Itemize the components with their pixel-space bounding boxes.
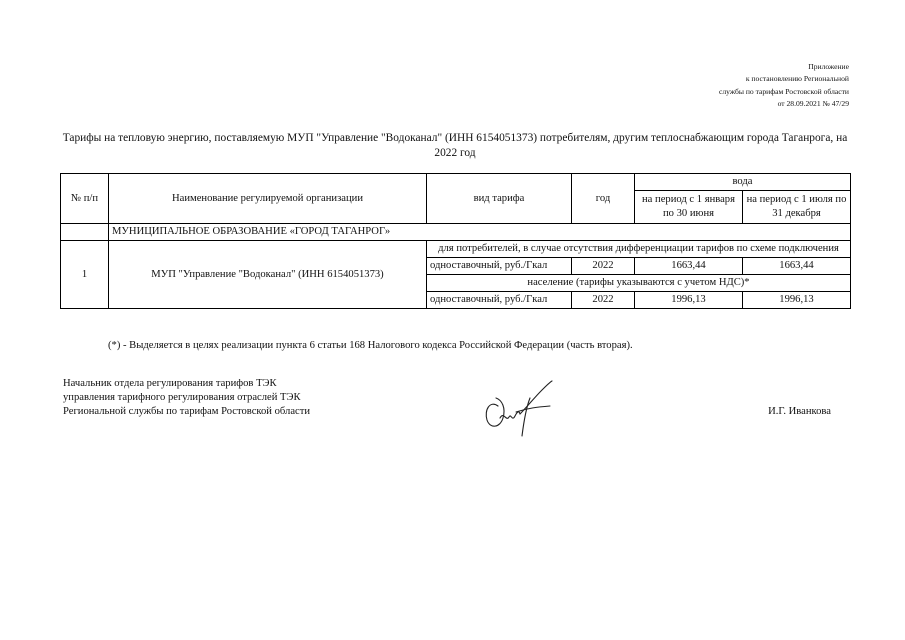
header-period-1: на период с 1 января по 30 июня bbox=[635, 191, 743, 224]
year-cell: 2022 bbox=[572, 258, 635, 275]
period-1-value: 1996,13 bbox=[635, 292, 743, 309]
position-line-1: Начальник отдела регулирования тарифов ТЭК bbox=[63, 378, 277, 389]
period-2-value: 1996,13 bbox=[743, 292, 851, 309]
appendix-line-2: к постановлению Региональной bbox=[745, 74, 849, 84]
signer-name: И.Г. Иванкова bbox=[768, 406, 831, 417]
row-number: 1 bbox=[61, 241, 109, 309]
signer-position bbox=[63, 377, 310, 419]
table-row bbox=[61, 241, 851, 258]
appendix-line-1: Приложение bbox=[808, 62, 849, 71]
title-line-1: Тарифы на тепловую энергию, поставляемую МУП "Управление "Водоканал" (ИНН 6154051373) потребителям, другим теплоснабжающим города Таганрога, на bbox=[62, 132, 848, 144]
period-2-value: 1663,44 bbox=[743, 258, 851, 275]
period-1-value: 1663,44 bbox=[635, 258, 743, 275]
handwritten-signature bbox=[478, 378, 568, 438]
header-num: № п/п bbox=[61, 174, 109, 224]
title-line-2: 2022 год bbox=[434, 146, 476, 159]
year-cell: 2022 bbox=[572, 292, 635, 309]
document-title bbox=[60, 131, 850, 160]
table-header-row bbox=[61, 174, 851, 191]
org-name-cell: МУП "Управление "Водоканал" (ИНН 6154051373) bbox=[109, 241, 427, 309]
header-period-2: на период с 1 июля по 31 декабря bbox=[743, 191, 851, 224]
position-line-2: управления тарифного регулирования отраслей ТЭК bbox=[63, 392, 301, 403]
section-consumers: для потребителей, в случае отсутствия дифференциации тарифов по схеме подключения bbox=[427, 241, 851, 258]
header-org: Наименование регулируемой организации bbox=[109, 174, 427, 224]
tariff-type-cell: одноставочный, руб./Гкал bbox=[427, 258, 572, 275]
municipality-num-cell bbox=[61, 224, 109, 241]
appendix-line-4: от 28.09.2021 № 47/29 bbox=[777, 99, 849, 109]
header-group: вода bbox=[635, 174, 851, 191]
tariff-table bbox=[60, 173, 851, 309]
table-row bbox=[61, 224, 851, 241]
header-tariff-type: вид тарифа bbox=[427, 174, 572, 224]
tariff-type-cell: одноставочный, руб./Гкал bbox=[427, 292, 572, 309]
header-year: год bbox=[572, 174, 635, 224]
section-population: население (тарифы указываются с учетом НДС)* bbox=[427, 275, 851, 292]
municipality-cell: МУНИЦИПАЛЬНОЕ ОБРАЗОВАНИЕ «ГОРОД ТАГАНРОГ» bbox=[109, 224, 851, 241]
appendix-line-3: службы по тарифам Ростовской области bbox=[718, 86, 849, 96]
appendix-reference bbox=[719, 61, 849, 111]
footnote: (*) - Выделяется в целях реализации пункта 6 статьи 168 Налогового кодекса Российской Федерации (часть вторая). bbox=[108, 340, 633, 351]
position-line-3: Региональной службы по тарифам Ростовской области bbox=[63, 406, 311, 417]
